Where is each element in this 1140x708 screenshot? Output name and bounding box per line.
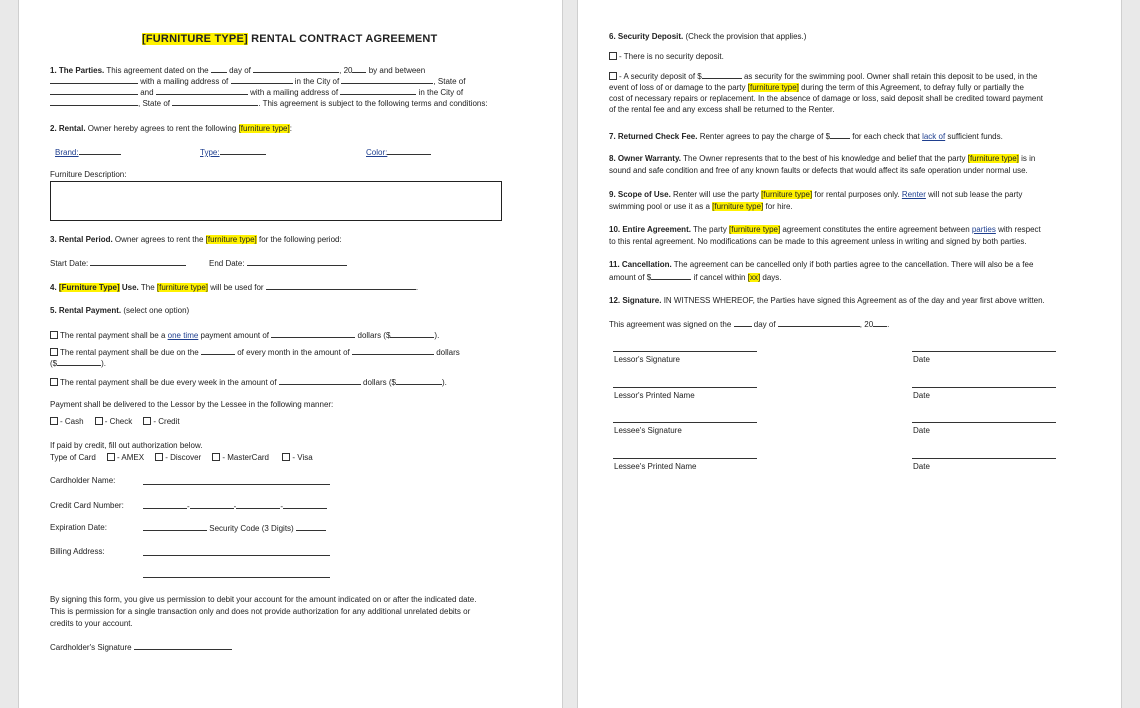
section-1-line-3: and with a mailing address of in the City of — [50, 86, 463, 99]
section-10-text-2: to this rental agreement. No modifications can be made to this agreement unless in writing and signed by both parties. — [609, 237, 1027, 246]
checkbox[interactable] — [50, 417, 58, 425]
section-11-text-1: 11. Cancellation. The agreement can be cancelled only if both parties agree to the cancellation. There will also be a fee — [609, 260, 1034, 269]
signed-on-line: This agreement was signed on the day of , 20 . — [609, 320, 890, 329]
checkbox[interactable] — [609, 72, 617, 80]
amex-option[interactable]: - AMEX — [107, 453, 144, 462]
checkbox[interactable] — [609, 52, 617, 60]
section-1-line-2: with a mailing address of in the City of , State of — [50, 75, 465, 88]
section-10-text-1: 10. Entire Agreement. The party [furniture type] agreement constitutes the entire agreement between parties with respect — [609, 225, 1041, 234]
checkbox[interactable] — [212, 453, 220, 461]
section-6-heading: 6. Security Deposit. (Check the provision that applies.) — [609, 32, 807, 41]
section-12-text: 12. Signature. IN WITNESS WHEREOF, the Parties have signed this Agreement as of the day and year first above written. — [609, 296, 1045, 305]
start-date-field[interactable]: Start Date: — [50, 257, 186, 270]
lessor-signature-date-label: Date — [913, 355, 930, 364]
deposit-text-2: event of loss of or damage to the party [furniture type] during the term of this Agreement, to defray fully or partially the — [609, 83, 1024, 92]
visa-option[interactable]: - Visa — [282, 453, 312, 462]
title-placeholder: [FURNITURE TYPE] — [142, 33, 248, 45]
card-number-label: Credit Card Number: — [50, 501, 124, 510]
expiration-security-field[interactable]: Security Code (3 Digits) — [143, 522, 326, 535]
lessee-signature-date-line[interactable] — [912, 422, 1056, 423]
section-8-text-1: 8. Owner Warranty. The Owner represents that to the best of his knowledge and belief that the party [furniture type] is in — [609, 154, 1036, 163]
deposit-option-amount[interactable]: - A security deposit of $ as security for the swimming pool. Owner shall retain this deposit to be used, in the — [609, 70, 1037, 83]
payment-option-one-time[interactable]: The rental payment shall be a one time payment amount of dollars ($ ). — [50, 329, 439, 342]
type-field[interactable]: Type: — [200, 146, 266, 159]
section-9-text-1: 9. Scope of Use. Renter will use the party [furniture type] for rental purposes only. Renter will not sub lease the party — [609, 190, 1023, 199]
lessee-signature-label: Lessee's Signature — [614, 426, 682, 435]
section-7-text: 7. Returned Check Fee. Renter agrees to pay the charge of $ for each check that lack of sufficient funds. — [609, 132, 1003, 141]
lessee-printed-name-line[interactable] — [613, 458, 757, 459]
card-number-field[interactable]: - - - — [143, 500, 327, 513]
billing-address-line-2[interactable] — [143, 577, 330, 578]
section-11-text-2: amount of $ if cancel within [xx] days. — [609, 273, 782, 282]
color-field[interactable]: Color: — [366, 146, 431, 159]
checkbox[interactable] — [50, 331, 58, 339]
lessor-printed-name-label: Lessor's Printed Name — [614, 391, 695, 400]
credit-instructions: If paid by credit, fill out authorization below. — [50, 441, 203, 450]
billing-address-label: Billing Address: — [50, 547, 105, 556]
cardholder-name-line[interactable] — [143, 484, 330, 485]
furniture-description-box[interactable] — [50, 181, 502, 221]
lessor-signature-line[interactable] — [613, 351, 757, 352]
lessee-printed-date-label: Date — [913, 462, 930, 471]
cardholder-name-label: Cardholder Name: — [50, 476, 116, 485]
section-9-text-2: swimming pool or use it as a [furniture type] for hire. — [609, 202, 793, 211]
credit-option[interactable]: - Credit — [143, 417, 179, 426]
payment-option-monthly[interactable]: The rental payment shall be due on the of every month in the amount of dollars — [50, 346, 460, 359]
lessee-printed-date-line[interactable] — [912, 458, 1056, 459]
checkbox[interactable] — [50, 348, 58, 356]
authorization-text-1: By signing this form, you give us permission to debit your account for the amount indicated on or after the indicated date. — [50, 595, 477, 604]
checkbox[interactable] — [50, 378, 58, 386]
document-page-2 — [577, 0, 1122, 708]
payment-method-options — [50, 416, 180, 428]
authorization-text-3: credits to your account. — [50, 619, 133, 628]
section-1-line-1: 1. The Parties. This agreement dated on the day of , 20 by and between — [50, 66, 426, 75]
section-1-line-4: , State of . This agreement is subject to the following terms and conditions: — [50, 97, 488, 110]
check-option[interactable]: - Check — [95, 417, 133, 426]
checkbox[interactable] — [95, 417, 103, 425]
document-title: [FURNITURE TYPE] RENTAL CONTRACT AGREEMENT — [142, 33, 438, 45]
document-page-1 — [18, 0, 563, 708]
deposit-text-3: cost of necessary repairs or replacement. In the absence of damage or loss, said deposit shall be credited toward payment — [609, 94, 1044, 103]
furniture-description-label: Furniture Description: — [50, 170, 127, 179]
lessor-signature-label: Lessor's Signature — [614, 355, 681, 364]
section-2-text: 2. Rental. Owner hereby agrees to rent the following [furniture type]: — [50, 124, 292, 133]
section-5-heading: 5. Rental Payment. (select one option) — [50, 306, 190, 315]
brand-field[interactable]: Brand: — [55, 146, 121, 159]
authorization-text-2: This is permission for a single transaction only and does not provide authorization for any additional unrelated debits or — [50, 607, 471, 616]
payment-option-monthly-amount: ($ ). — [50, 359, 107, 368]
deposit-text-4: of the rental fee and any excess shall be returned to the Renter. — [609, 105, 835, 114]
checkbox[interactable] — [155, 453, 163, 461]
deposit-option-none[interactable]: - There is no security deposit. — [609, 51, 724, 63]
cardholder-signature-field[interactable]: Cardholder's Signature — [50, 641, 232, 654]
expiration-label: Expiration Date: — [50, 523, 107, 532]
lessor-signature-date-line[interactable] — [912, 351, 1056, 352]
discover-option[interactable]: - Discover — [155, 453, 201, 462]
lessor-printed-date-label: Date — [913, 391, 930, 400]
lessee-signature-date-label: Date — [913, 426, 930, 435]
checkbox[interactable] — [143, 417, 151, 425]
checkbox[interactable] — [282, 453, 290, 461]
billing-address-line-1[interactable] — [143, 555, 330, 556]
lessee-printed-name-label: Lessee's Printed Name — [614, 462, 697, 471]
lessor-printed-name-line[interactable] — [613, 387, 757, 388]
end-date-field[interactable]: End Date: — [209, 257, 347, 270]
mastercard-option[interactable]: - MasterCard — [212, 453, 269, 462]
card-type-options: Type of Card - AMEX - Discover - MasterCard - Visa — [50, 453, 313, 462]
lessor-printed-date-line[interactable] — [912, 387, 1056, 388]
payment-manner-label: Payment shall be delivered to the Lessor by the Lessee in the following manner: — [50, 400, 334, 409]
checkbox[interactable] — [107, 453, 115, 461]
payment-option-weekly[interactable]: The rental payment shall be due every week in the amount of dollars ($ ). — [50, 376, 447, 389]
cash-option[interactable]: - Cash — [50, 417, 84, 426]
lessee-signature-line[interactable] — [613, 422, 757, 423]
section-3-text: 3. Rental Period. Owner agrees to rent the [furniture type] for the following period: — [50, 235, 342, 244]
section-8-text-2: sound and safe condition and free of any known faults or defects that would affect its safe operation under normal use. — [609, 166, 1028, 175]
section-4-text: 4. [Furniture Type] Use. The [furniture type] will be used for . — [50, 283, 419, 292]
